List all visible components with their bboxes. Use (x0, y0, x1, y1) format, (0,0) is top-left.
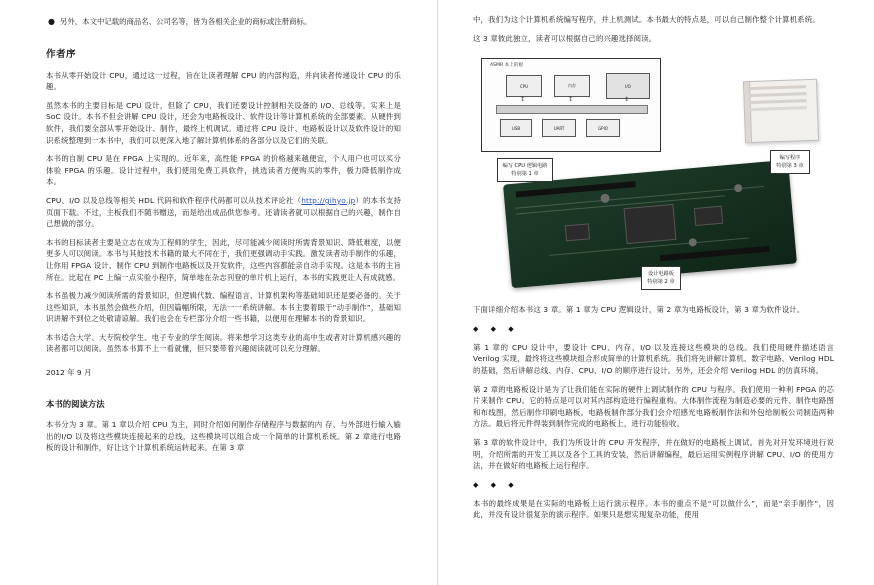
board-capacitor-2 (734, 184, 743, 193)
paragraph-preface-4 (46, 195, 401, 230)
board-pin-header-top (516, 181, 636, 197)
paragraph-preface-4-part1: CPU、I/O 以及总线等相关 HDL 代码和软件程序代码都可以从技术评论社（ (46, 195, 302, 205)
paragraph-right-top-1: 中，我们为这个计算机系统编写程序，并上机测试。本书最大的特点是，可以自己制作整个计算机系统。 (473, 15, 820, 24)
board-fpga-chip (624, 204, 677, 244)
paragraph-preface-6: 本书虽极力减少阅读所需的背景知识，但逻辑代数、编程语言、计算机架构等基础知识还是要必备的。关于这些知识，本书虽然会做些介绍，但因篇幅所限，无法一一系统讲解。本书主要着眼于“动手制作”，基础知识讲解不到位之处敬请谅解。我们也会在专栏部分介绍一些书籍，以便用在理解本书的背景知识。 (46, 291, 401, 324)
paragraph-chapter-2: 第 2 章的电路板设计是为了让我们能在实际的硬件上调试制作的 CPU 与程序。我们使用一种利 FPGA 的芯片来制作 CPU。它的特点是可以对其内部构造进行编程重构。大体制作流程为制造必要的元件、制作电路图和布线图，然后制作印刷电路板。电路板制作部分我们会介绍感光电路板制作法和外包给制板公司制造两种方法。最后将元件焊装到制作完成的电路板上，进行功能验收。 (473, 384, 834, 429)
board-ic-2 (694, 206, 723, 226)
block-cpu: CPU (506, 75, 542, 97)
paragraph-conclusion: 本书的最终成果是在实际的电路板上运行演示程序。本书的重点不是“可以做什么”，而是“亲手制作”，因此，并没有设计很复杂的演示程序。如果只是想实现复杂功能，使用 (473, 498, 834, 520)
callout-program-write-box: 编写程序 特别第 3 章 (770, 150, 809, 174)
book-spine (744, 82, 752, 142)
block-gpio: GPIO (586, 119, 620, 137)
paragraph-chapters-intro: 下面详细介绍本书这 3 章。第 1 章为 CPU 逻辑设计，第 2 章为电路板设计，第 3 章为软件设计。 (473, 305, 805, 315)
figure-canvas (473, 54, 834, 290)
block-diagram-title: ASMR 本上的板 (490, 63, 524, 69)
paragraph-right-top-2: 这 3 章彼此独立，读者可以根据自己的兴趣选择阅读。 (473, 33, 657, 43)
arrow-io-bus-icon: ↕ (624, 96, 630, 104)
board-ic-3 (565, 224, 590, 242)
board-capacitor-1 (600, 194, 610, 204)
diamond-divider-1: ◆ ◆ ◆ (473, 324, 519, 333)
paragraph-chapter-1: 第 1 章的 CPU 设计中，要设计 CPU、内存、I/O 以及连接这些模块的总线。我们使用硬件描述语言 Verilog 实现，最终将这些模块组合形成简单的计算机系统。我们将先讲解计算机、数字电路、Verilog HDL 的基础，然后讲解总线、内存、CPU、I/O 的顺序进行设计。另外，还会介绍 Verilog HDL 的仿真环境。 (473, 342, 834, 375)
block-usb: USB (500, 119, 532, 137)
block-diagram (481, 58, 661, 152)
heading-reading-method: 本书的阅读方法 (46, 399, 105, 410)
diamond-divider-2: ◆ ◆ ◆ (473, 480, 519, 489)
support-page-link[interactable]: http://gihyo.jp (301, 195, 356, 205)
paragraph-preface-7: 本书适合大学、大专院校学生、电子专业的学生阅读。将来想学习这类专业的高中生或者对计算机感兴趣的读者都可以阅读。虽然本书算不上一看就懂，但只要带着兴趣阅读就可以充分理解。 (46, 332, 401, 354)
block-io: I/O (606, 73, 650, 99)
bullet-text: 另外，本文中记载的商品名、公司名等，皆为各相关企业的商标或注册商标。 (60, 17, 312, 26)
callout-program-write (752, 150, 828, 174)
heading-preface: 作者序 (46, 48, 76, 60)
block-uart: UART (542, 119, 576, 137)
right-column (437, 0, 874, 585)
block-memory: 内存 (554, 75, 590, 97)
paragraph-preface-3: 本书的自制 CPU 是在 FPGA 上实现的。近年来，高性能 FPGA 的价格越来越便宜，个人用户也可以买分体验 FPGA 的乐趣。设计过程中，我们使用免费工具软件，挑选读者方便购买的零件，极力降低制作成本。 (46, 154, 401, 187)
callout-board-design (621, 266, 701, 290)
board-capacitor-3 (688, 238, 697, 247)
arrow-cpu-bus-icon: ↕ (520, 96, 526, 104)
figure-system-overview (473, 54, 834, 290)
callout-cpu-logic-box: 编写 CPU 逻辑电路 特别第 1 章 (497, 158, 554, 182)
paragraph-chapter-3: 第 3 章的软件设计中，我们为所设计的 CPU 开发程序，并在做好的电路板上调试。首先对开发环境进行说明，介绍所需的开发工具以及各个工具的安装，然后讲解编程，最后运用实例程序讲解 CPU、I/O 的使用方法，并在做好的电路板上运行程序。 (473, 437, 834, 471)
paragraph-preface-5: 本书的目标读者主要是立志在成为工程师的学生，因此，尽可能减少阅读时所需背景知识、降低难度，以便更多人可以阅读。本书与其他技术书籍的最大不同在于，我们更强调动手实践。激发读者动手制作的乐趣，让你用 FPGA 设计、制作 CPU 到制作电路板以及开发软件，这些内容都能亲自动手实现。这是本书的主旨所在。比起在 PC 上编一点实验小程序，简单地在杂志刊登的单片机上运行，本书的实践更让人有成就感。 (46, 237, 401, 282)
arrow-memory-bus-icon: ↕ (568, 96, 574, 104)
preface-date: 2012 年 9 月 (46, 368, 92, 378)
paragraph-reading-method: 本书分为 3 章。第 1 章以介绍 CPU 为主，同时介绍如何制作存储程序与数据的内 存、与外部进行输入输出的I/O 以及将这些模块连接起来的总线，这些模块可以组合成一个简单的计算机系统。第 2 章进行电路板的设计和制作，好让这个计算机系统运转起来。在第 3 章 (46, 420, 401, 453)
paragraph-preface-2: 虽然本书的主要目标是 CPU 设计，但除了 CPU，我们还要设计控制相关设备的 I/O、总线等。实来上是 SoC 设计。本书不但会讲解 CPU 设计，还会为电路板设计、软件设计等计算机系统的全部要素。从硬件到软件，我们要全部从零开始设计、制作，最终上机调试。通过将 CPU 设计、电路板设计以及软件设计的知识系统整理到一本书中，我们可以更深入地了解计算机体系的各部分以及它们的关联。 (46, 100, 401, 145)
photo-program-book (743, 79, 819, 144)
paragraph-preface-4-part2: ）的本书支持页面下载。不过，主板我们不随书赠送，而是给出成品供您参考。还请读者就可以根据自己的兴趣，制作自己想做的部分。 (46, 195, 401, 229)
callout-board-design-box: 设计电路板 特别第 2 章 (641, 266, 680, 290)
paragraph-preface-1: 本书从零开始设计 CPU，通过这一过程，旨在让读者理解 CPU 的内部构造，并向读者传递设计 CPU 的乐趣。 (46, 70, 401, 92)
bullet-marker: ● (48, 17, 55, 26)
callout-cpu-logic (479, 158, 571, 182)
bullet-list-item (46, 16, 401, 28)
block-bus (496, 105, 648, 114)
board-pin-header-bottom (660, 246, 770, 262)
